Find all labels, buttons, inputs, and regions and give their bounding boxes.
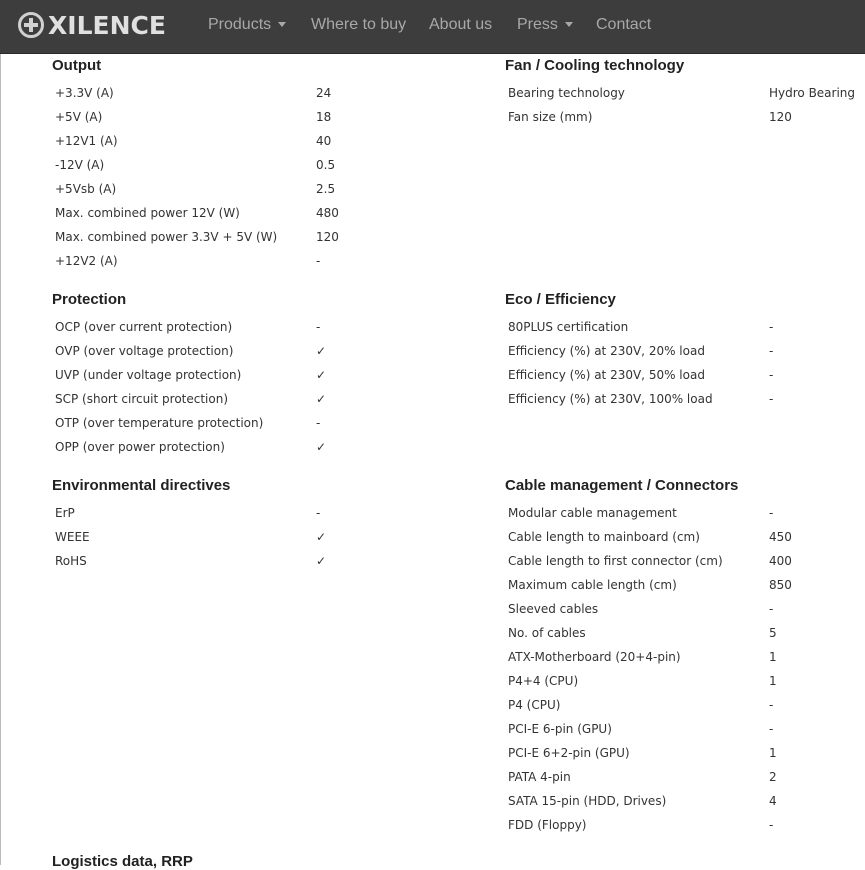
section-title-eco: Eco / Efficiency xyxy=(505,291,616,308)
spec-label: Efficiency (%) at 230V, 50% load xyxy=(508,368,705,382)
spec-label: FDD (Floppy) xyxy=(508,818,587,832)
spec-value: - xyxy=(769,368,774,382)
top-navbar xyxy=(0,0,865,54)
nav-item-label: Press xyxy=(517,16,558,33)
nav-item-products[interactable] xyxy=(208,16,286,34)
check-mark-value: ✓ xyxy=(316,344,327,358)
spec-value: 850 xyxy=(769,578,792,592)
spec-value: - xyxy=(769,722,774,736)
spec-label: Fan size (mm) xyxy=(508,110,593,124)
nav-item-label: Products xyxy=(208,16,272,33)
spec-label: No. of cables xyxy=(508,626,586,640)
section-title-cables: Cable management / Connectors xyxy=(505,477,739,494)
spec-label: OTP (over temperature protection) xyxy=(55,416,264,430)
spec-value: 5 xyxy=(769,626,777,640)
spec-label: Sleeved cables xyxy=(508,602,599,616)
spec-value: - xyxy=(316,416,321,430)
spec-value: - xyxy=(316,320,321,334)
spec-label: ErP xyxy=(55,506,75,520)
spec-label: +12V2 (A) xyxy=(55,254,118,268)
section-title-protection: Protection xyxy=(52,291,127,308)
section-title-environment: Environmental directives xyxy=(52,477,231,494)
spec-value: 480 xyxy=(316,206,339,220)
check-mark-value: ✓ xyxy=(316,392,327,406)
spec-label: Maximum cable length (cm) xyxy=(508,578,677,592)
spec-label: +12V1 (A) xyxy=(55,134,118,148)
spec-value: Hydro Bearing xyxy=(769,86,856,100)
spec-value: 120 xyxy=(769,110,792,124)
spec-value: 2.5 xyxy=(316,182,336,196)
spec-label: PATA 4-pin xyxy=(508,770,571,784)
spec-value: - xyxy=(316,506,321,520)
spec-value: 400 xyxy=(769,554,792,568)
section-title-fan: Fan / Cooling technology xyxy=(505,57,685,74)
spec-value: 4 xyxy=(769,794,777,808)
plus-circle-icon xyxy=(18,12,44,38)
spec-label: WEEE xyxy=(55,530,90,544)
spec-label: UVP (under voltage protection) xyxy=(55,368,242,382)
spec-label: +5V (A) xyxy=(55,110,103,124)
logo-text: XILENCE xyxy=(48,10,166,40)
spec-label: RoHS xyxy=(55,554,87,568)
spec-label: Efficiency (%) at 230V, 20% load xyxy=(508,344,705,358)
spec-value: 24 xyxy=(316,86,332,100)
spec-value: 1 xyxy=(769,746,777,760)
nav-item-label: Contact xyxy=(596,16,652,33)
section-title-output: Output xyxy=(52,57,102,74)
spec-label: OPP (over power protection) xyxy=(55,440,225,454)
check-mark-value: ✓ xyxy=(316,440,327,454)
spec-label: ATX-Motherboard (20+4-pin) xyxy=(508,650,681,664)
spec-label: Cable length to first connector (cm) xyxy=(508,554,723,568)
nav-item-where-to-buy[interactable] xyxy=(311,16,406,34)
spec-value: - xyxy=(769,506,774,520)
spec-label: P4 (CPU) xyxy=(508,698,561,712)
spec-value: 40 xyxy=(316,134,332,148)
spec-label: -12V (A) xyxy=(55,158,105,172)
spec-value: - xyxy=(316,254,321,268)
nav-item-contact[interactable] xyxy=(596,16,651,34)
spec-label: OCP (over current protection) xyxy=(55,320,233,334)
check-mark-value: ✓ xyxy=(316,368,327,382)
spec-value: 1 xyxy=(769,674,777,688)
spec-label: +3.3V (A) xyxy=(55,86,114,100)
spec-value: 450 xyxy=(769,530,792,544)
spec-value: - xyxy=(769,392,774,406)
spec-value: - xyxy=(769,344,774,358)
nav-item-press[interactable] xyxy=(517,16,573,34)
spec-value: 120 xyxy=(316,230,339,244)
spec-label: SCP (short circuit protection) xyxy=(55,392,229,406)
spec-label: P4+4 (CPU) xyxy=(508,674,579,688)
spec-value: 18 xyxy=(316,110,332,124)
spec-value: - xyxy=(769,698,774,712)
spec-value: 2 xyxy=(769,770,777,784)
spec-label: Efficiency (%) at 230V, 100% load xyxy=(508,392,713,406)
check-mark-value: ✓ xyxy=(316,530,327,544)
spec-label: Max. combined power 12V (W) xyxy=(55,206,240,220)
nav-item-label: Where to buy xyxy=(311,16,407,33)
spec-value: - xyxy=(769,818,774,832)
spec-label: +5Vsb (A) xyxy=(55,182,117,196)
spec-label: Cable length to mainboard (cm) xyxy=(508,530,700,544)
spec-label: Modular cable management xyxy=(508,506,677,520)
spec-value: - xyxy=(769,602,774,616)
spec-label: 80PLUS certification xyxy=(508,320,629,334)
caret-down-icon xyxy=(565,22,573,27)
spec-label: SATA 15-pin (HDD, Drives) xyxy=(508,794,667,808)
nav-item-about-us[interactable] xyxy=(429,16,492,34)
caret-down-icon xyxy=(278,22,286,27)
spec-label: Max. combined power 3.3V + 5V (W) xyxy=(55,230,278,244)
spec-label: Bearing technology xyxy=(508,86,625,100)
spec-value: - xyxy=(769,320,774,334)
spec-label: OVP (over voltage protection) xyxy=(55,344,234,358)
content-left-border xyxy=(0,54,1,865)
section-title-logistics: Logistics data, RRP xyxy=(52,853,193,870)
check-mark-value: ✓ xyxy=(316,554,327,568)
xilence-logo[interactable] xyxy=(18,9,166,41)
spec-label: PCI-E 6-pin (GPU) xyxy=(508,722,612,736)
spec-value: 0.5 xyxy=(316,158,336,172)
spec-value: 1 xyxy=(769,650,777,664)
spec-label: PCI-E 6+2-pin (GPU) xyxy=(508,746,630,760)
nav-item-label: About us xyxy=(429,16,493,33)
